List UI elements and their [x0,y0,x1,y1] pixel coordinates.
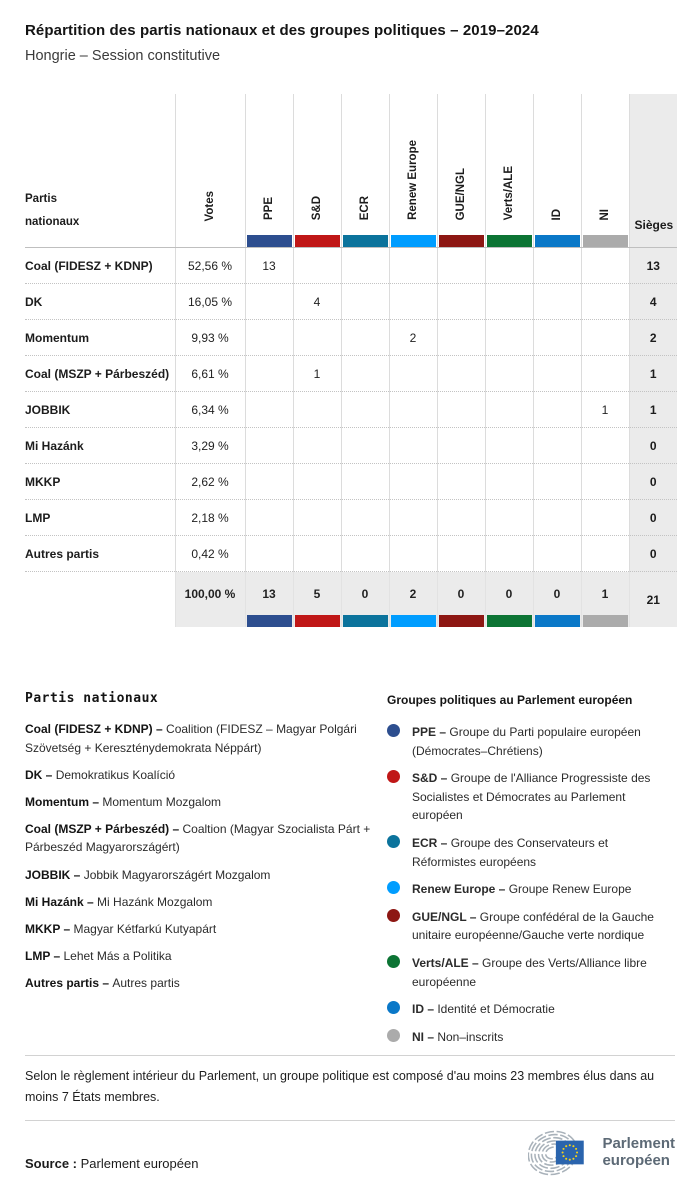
group-column-label: S&D [311,195,323,220]
group-color-dot [387,770,400,783]
party-legend [25,691,373,1055]
group-seats-cell: 1 [581,392,629,428]
group-seats-cell [245,536,293,572]
group-total-cell [341,572,389,628]
table-row [25,320,677,356]
group-seats-cell [581,320,629,356]
party-legend-item: LMP – Lehet Más a Politika [25,948,172,963]
group-total-cell-box [246,572,293,627]
group-seats-cell [389,536,437,572]
group-legend-text: GUE/NGL – Groupe confédéral de la Gauche unitaire européenne/Gauche verte nordique [412,909,654,943]
group-seats-cell [437,536,485,572]
party-legend-term: DK – [25,767,56,782]
group-seats-cell [533,320,581,356]
group-legend-item [387,769,675,825]
group-legend-term: GUE/NGL – [412,909,480,924]
group-color-dot [387,1029,400,1042]
group-seats-cell [389,248,437,284]
group-column-label: ID [551,208,563,220]
votes-cell: 2,62 % [175,464,245,500]
group-legend-text: S&D – Groupe de l'Alliance Progressiste des Socialistes et Démocrates au Parlement européen [412,771,651,823]
group-seats-cell [389,428,437,464]
group-color-dot [387,955,400,968]
group-total-cell-box [534,572,581,627]
group-total-cell-value: 0 [553,586,561,601]
group-seats-cell [293,248,341,284]
group-seats-cell [581,284,629,320]
group-seats-cell [293,320,341,356]
group-column-header [437,94,485,248]
group-label-wrap [390,140,437,220]
party-name-cell: Coal (MSZP + Párbeszéd) [25,356,175,392]
group-seats-cell [389,500,437,536]
group-seats-cell [389,464,437,500]
group-seats-cell [341,500,389,536]
group-seats-cell [485,464,533,500]
seats-cell: 1 [629,356,677,392]
group-legend-item [387,908,675,945]
group-seats-cell [533,392,581,428]
group-legend-item [387,834,675,871]
votes-cell: 2,18 % [175,500,245,536]
table-row [25,248,677,284]
group-color-bar [583,235,628,247]
group-total-cell [245,572,293,628]
group-total-color-bar [343,615,388,627]
group-seats-cell [533,464,581,500]
group-column-header [533,94,581,248]
seats-cell: 1 [629,392,677,428]
party-legend-item: MKKP – Magyar Kétfarkú Kutyapárt [25,921,217,936]
party-column-label: Partis nationaux [25,193,80,228]
group-total-color-bar [535,615,580,627]
group-seats-cell [581,356,629,392]
party-name-cell: Mi Hazánk [25,428,175,464]
group-total-color-bar [295,615,340,627]
group-seats-cell [437,464,485,500]
party-legend-term: LMP – [25,948,64,963]
group-seats-cell [485,392,533,428]
group-seats-cell [437,320,485,356]
seats-cell: 0 [629,464,677,500]
table-row [25,536,677,572]
group-total-color-bar [583,615,628,627]
group-total-cell-box [438,572,485,627]
total-empty-cell [25,572,175,628]
group-column-label: Verts/ALE [503,165,515,220]
source-line [25,1156,198,1171]
table-total-row [25,572,677,628]
group-column-label: ECR [359,195,371,220]
group-legend-text: NI – Non–inscrits [412,1029,504,1044]
seats-column-header [629,94,677,248]
group-seats-cell [533,284,581,320]
rules-note: Selon le règlement intérieur du Parlement, un groupe politique est composé d'au moins 23 membres élus dans au moins 7 États membres. [25,1069,655,1104]
group-total-cell-box [582,572,629,627]
party-name-cell: DK [25,284,175,320]
votes-cell: 16,05 % [175,284,245,320]
party-legend-item: Momentum – Momentum Mozgalom [25,794,222,809]
table-row [25,428,677,464]
group-legend [387,691,675,1055]
votes-cell: 0,42 % [175,536,245,572]
table-row [25,356,677,392]
total-votes-cell-box [176,572,245,627]
party-legend-term: Coal (MSZP + Párbeszéd) – [25,821,183,836]
group-seats-cell [533,500,581,536]
group-color-dot [387,724,400,737]
group-total-cell [485,572,533,628]
group-seats-cell [341,284,389,320]
group-total-cell-value: 0 [361,586,369,601]
seats-cell: 4 [629,284,677,320]
seats-column-label: Sièges [634,218,674,232]
party-legend-list [25,720,373,993]
group-legend-text: ID – Identité et Démocratie [412,1002,555,1017]
group-total-cell-box [342,572,389,627]
logo-line-1: Parlement [602,1134,675,1152]
group-seats-cell [293,464,341,500]
party-legend-term: JOBBIK – [25,867,84,882]
group-seats-cell: 13 [245,248,293,284]
group-seats-cell [341,392,389,428]
page-subtitle: Hongrie – Session constitutive [25,48,221,64]
group-total-cell [293,572,341,628]
group-seats-cell [341,356,389,392]
party-legend-term: Coal (FIDESZ + KDNP) – [25,722,167,736]
group-seats-cell [341,320,389,356]
infographic-page [0,22,700,1177]
group-legend-item [387,954,675,991]
group-column-label: PPE [263,196,275,220]
group-seats-cell [533,356,581,392]
group-column-label: NI [599,208,611,220]
group-seats-cell [437,500,485,536]
group-color-dot [387,1001,400,1014]
group-total-cell [533,572,581,628]
group-seats-cell [581,248,629,284]
group-column-header [389,94,437,248]
group-seats-cell [245,284,293,320]
group-seats-cell [389,284,437,320]
seats-cell: 2 [629,320,677,356]
group-total-cell-value: 0 [457,586,465,601]
logo-line-2: européen [602,1151,670,1169]
group-seats-cell [485,320,533,356]
group-seats-cell [533,428,581,464]
party-name-cell: Momentum [25,320,175,356]
party-legend-term: MKKP – [25,921,74,936]
total-votes-cell-value: 100,00 % [184,586,236,601]
group-seats-cell [245,500,293,536]
group-label-wrap [582,209,629,221]
european-parliament-logo [528,1129,675,1177]
group-color-bar [247,235,292,247]
group-seats-cell [245,320,293,356]
group-legend-item [387,1028,675,1047]
group-total-cell-box [390,572,437,627]
group-legend-text: Verts/ALE – Groupe des Verts/Alliance libre européenne [412,955,647,989]
group-total-cell-value: 13 [262,586,276,601]
group-seats-cell [341,428,389,464]
votes-cell: 52,56 % [175,248,245,284]
table-row [25,464,677,500]
group-seats-cell [245,464,293,500]
votes-cell: 3,29 % [175,428,245,464]
group-seats-cell [389,356,437,392]
party-legend-item: DK – Demokratikus Koalíció [25,767,176,782]
votes-column-label: Votes [204,190,216,221]
group-legend-text: Renew Europe – Groupe Renew Europe [412,882,632,897]
group-seats-cell [437,392,485,428]
group-total-color-bar [247,615,292,627]
group-seats-cell [533,248,581,284]
group-seats-cell [485,536,533,572]
group-seats-cell [293,428,341,464]
group-legend-term: Renew Europe – [412,882,509,897]
group-legend-list [387,723,675,1046]
group-total-cell [581,572,629,628]
legend-section [25,691,675,1055]
results-table [25,94,677,627]
group-legend-term: ECR – [412,835,451,850]
group-seats-cell [245,428,293,464]
source-value: Parlement européen [80,1155,199,1171]
party-name-cell: Autres partis [25,536,175,572]
group-legend-term: PPE – [412,725,450,739]
group-total-cell [437,572,485,628]
group-label-wrap [246,197,293,220]
group-column-header [293,94,341,248]
group-legend-item [387,1000,675,1019]
group-label-wrap [486,166,533,220]
group-seats-cell [485,284,533,320]
group-seats-cell [437,428,485,464]
group-label-wrap [294,196,341,220]
group-seats-cell [293,500,341,536]
party-column-header [25,94,175,248]
group-legend-item [387,880,675,899]
group-seats-cell [293,392,341,428]
group-legend-term: NI – [412,1029,438,1044]
group-seats-cell [245,356,293,392]
group-seats-cell [485,356,533,392]
group-color-dot [387,881,400,894]
group-seats-cell [293,536,341,572]
group-column-header [581,94,629,248]
group-legend-term: S&D – [412,771,451,786]
table-row [25,392,677,428]
party-legend-term: Mi Hazánk – [25,894,98,909]
party-legend-item: Coal (FIDESZ + KDNP) – Coalition (FIDESZ – Magyar Polgári Szövetség + Kereszténydemokrata Néppárt) [25,722,357,755]
total-votes-cell [175,572,245,628]
group-seats-cell [485,428,533,464]
group-seats-cell [341,536,389,572]
group-column-header [245,94,293,248]
group-seats-cell [437,356,485,392]
group-color-bar [391,235,436,247]
group-total-cell [389,572,437,628]
group-seats-cell [341,464,389,500]
group-total-cell-value: 5 [313,586,321,601]
group-color-bar [343,235,388,247]
group-legend-term: ID – [412,1002,438,1017]
group-total-cell-value: 1 [601,586,609,601]
group-column-label: Renew Europe [407,140,419,220]
group-total-cell-box [486,572,533,627]
votes-label-wrap [176,191,245,221]
page-title: Répartition des partis nationaux et des groupes politiques – 2019–2024 [25,22,539,39]
group-seats-cell: 4 [293,284,341,320]
group-label-wrap [438,168,485,220]
group-seats-cell [437,248,485,284]
total-seats-cell: 21 [629,572,677,628]
party-legend-term: Momentum – [25,794,103,809]
votes-cell: 9,93 % [175,320,245,356]
group-column-label: GUE/NGL [455,167,467,220]
votes-cell: 6,34 % [175,392,245,428]
group-seats-cell [581,536,629,572]
group-total-cell-box [294,572,341,627]
divider [25,1055,675,1056]
group-seats-cell [341,248,389,284]
group-seats-cell [485,500,533,536]
group-legend-heading: Groupes politiques au Parlement européen [387,693,633,707]
party-name-cell: LMP [25,500,175,536]
party-legend-item: JOBBIK – Jobbik Magyarországért Mozgalom [25,867,271,882]
party-name-cell: JOBBIK [25,392,175,428]
votes-cell: 6,61 % [175,356,245,392]
seats-cell: 0 [629,500,677,536]
group-total-cell-value: 2 [409,586,417,601]
source-label: Source : [25,1155,78,1171]
table-row [25,284,677,320]
group-seats-cell [581,464,629,500]
group-total-cell-value: 0 [505,586,513,601]
party-legend-term: Autres partis – [25,975,113,990]
seats-cell: 0 [629,536,677,572]
group-color-dot [387,909,400,922]
party-name-cell: MKKP [25,464,175,500]
group-total-color-bar [391,615,436,627]
group-legend-item [387,723,675,760]
table-header-row [25,94,677,248]
seats-cell: 13 [629,248,677,284]
group-seats-cell [485,248,533,284]
group-label-wrap [534,209,581,221]
votes-column-header [175,94,245,248]
seats-cell: 0 [629,428,677,464]
table-body [25,248,677,572]
group-seats-cell [437,284,485,320]
party-legend-item: Mi Hazánk – Mi Hazánk Mozgalom [25,894,213,909]
party-name-cell: Coal (FIDESZ + KDNP) [25,248,175,284]
hemicycle-eu-flag-icon [528,1129,592,1177]
group-total-color-bar [487,615,532,627]
group-seats-cell [389,392,437,428]
divider [25,1120,675,1121]
group-seats-cell [245,392,293,428]
party-legend-item: Autres partis – Autres partis [25,975,180,990]
logo-wordmark [602,1136,675,1170]
group-seats-cell: 1 [293,356,341,392]
group-seats-cell: 2 [389,320,437,356]
group-total-color-bar [439,615,484,627]
group-color-bar [439,235,484,247]
spacer [177,615,244,627]
group-color-bar [487,235,532,247]
table-row [25,500,677,536]
group-legend-text: PPE – Groupe du Parti populaire européen (Démocrates–Chrétiens) [412,725,641,758]
group-seats-cell [581,428,629,464]
group-color-dot [387,835,400,848]
group-color-bar [295,235,340,247]
group-seats-cell [533,536,581,572]
group-column-header [485,94,533,248]
group-legend-text: ECR – Groupe des Conservateurs et Réformistes européens [412,835,609,869]
group-seats-cell [581,500,629,536]
footer [25,1129,675,1177]
group-color-bar [535,235,580,247]
group-column-header [341,94,389,248]
party-legend-heading: Partis nationaux [25,691,159,706]
group-legend-term: Verts/ALE – [412,955,483,970]
party-legend-item: Coal (MSZP + Párbeszéd) – Coaltion (Magyar Szocialista Párt + Párbeszéd Magyarországért) [25,821,371,855]
group-label-wrap [342,196,389,220]
